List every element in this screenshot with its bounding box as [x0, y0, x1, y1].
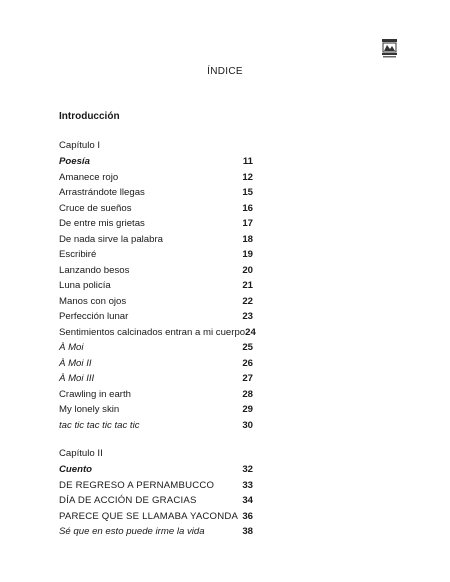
page-number: 34	[242, 495, 253, 506]
chapter-2-genre-row	[59, 463, 253, 477]
entry-title: Cruce de sueños	[59, 202, 132, 214]
entry-title: Escribiré	[59, 249, 97, 260]
page-number: 23	[242, 311, 253, 322]
chapter-1-genre-row	[59, 155, 253, 169]
page-number: 12	[242, 171, 253, 183]
entry-title: PARECE QUE SE LLAMABA YACONDA	[59, 510, 239, 522]
page-number: 28	[242, 388, 253, 400]
page-number: 21	[242, 280, 253, 291]
genre-title: Poesía	[59, 156, 90, 167]
toc-entry	[59, 217, 253, 231]
entry-title: Crawling in earth	[59, 388, 131, 400]
introduction-heading: Introducción	[59, 111, 120, 122]
page-number: 22	[242, 295, 253, 307]
page-number: 18	[242, 233, 253, 245]
page-number: 25	[242, 342, 253, 353]
chapter-2-heading	[59, 447, 253, 461]
entry-title: Perfección lunar	[59, 311, 129, 322]
toc-entry	[59, 171, 253, 185]
page-number: 20	[242, 264, 253, 276]
toc-entry	[59, 186, 253, 200]
toc-entry	[59, 233, 253, 247]
entry-title: Sé que en esto puede irme la vida	[59, 526, 205, 537]
entry-title: De nada sirve la palabra	[59, 233, 163, 245]
entry-title: À Moi	[59, 342, 84, 353]
toc-entry	[59, 510, 253, 524]
page-number: 24	[245, 326, 256, 338]
page-number: 32	[242, 464, 253, 475]
toc-entry	[59, 525, 253, 539]
entry-title: Lanzando besos	[59, 264, 130, 276]
page-number: 30	[242, 419, 253, 431]
page-number: 17	[242, 218, 253, 229]
chapter-2-label: Capítulo II	[59, 448, 103, 459]
toc-entry	[59, 479, 253, 493]
entry-title: DE REGRESO A PERNAMBUCCO	[59, 479, 215, 491]
toc-entry	[59, 310, 253, 324]
chapter-1-label: Capítulo I	[59, 140, 101, 151]
entry-title: Sentimientos calcinados entran a mi cuerpo	[59, 326, 246, 338]
toc-entry	[59, 202, 253, 216]
toc-entry	[59, 295, 253, 309]
page-number: 38	[242, 526, 253, 537]
page-number: 15	[242, 187, 253, 198]
page-title: ÍNDICE	[207, 66, 243, 77]
entry-title: tac tic tac tic tac tic	[59, 419, 140, 431]
toc-entry	[59, 388, 253, 402]
toc-entry	[59, 372, 253, 386]
page-number: 27	[242, 373, 253, 384]
page-number: 36	[242, 510, 253, 522]
page-number: 19	[242, 249, 253, 260]
entry-title: Manos con ojos	[59, 295, 127, 307]
entry-title: De entre mis grietas	[59, 218, 145, 229]
toc-entry	[59, 279, 253, 293]
page-number: 33	[242, 479, 253, 491]
entry-title: Arrastrándote llegas	[59, 187, 145, 198]
toc-entry	[59, 403, 253, 417]
chapter-1-heading	[59, 139, 253, 153]
entry-title: My lonely skin	[59, 404, 120, 415]
entry-title: À Moi II	[59, 357, 92, 369]
page-number: 26	[242, 357, 253, 369]
toc-entry	[59, 419, 253, 433]
entry-title: Amanece rojo	[59, 171, 119, 183]
toc-entry	[59, 341, 253, 355]
genre-title: Cuento	[59, 464, 93, 475]
page-number: 11	[242, 156, 253, 167]
page-number: 16	[242, 202, 253, 214]
entry-title: Luna policía	[59, 280, 111, 291]
entry-title: DÍA DE ACCIÓN DE GRACIAS	[59, 495, 197, 506]
page-number: 29	[242, 404, 253, 415]
toc-entry	[59, 494, 253, 508]
toc-entry	[59, 264, 253, 278]
toc-entry	[59, 357, 253, 371]
toc-entry	[59, 248, 253, 262]
entry-title: À Moi III	[59, 373, 95, 384]
toc-entry	[59, 326, 256, 340]
library-stamp-logo	[381, 38, 398, 60]
